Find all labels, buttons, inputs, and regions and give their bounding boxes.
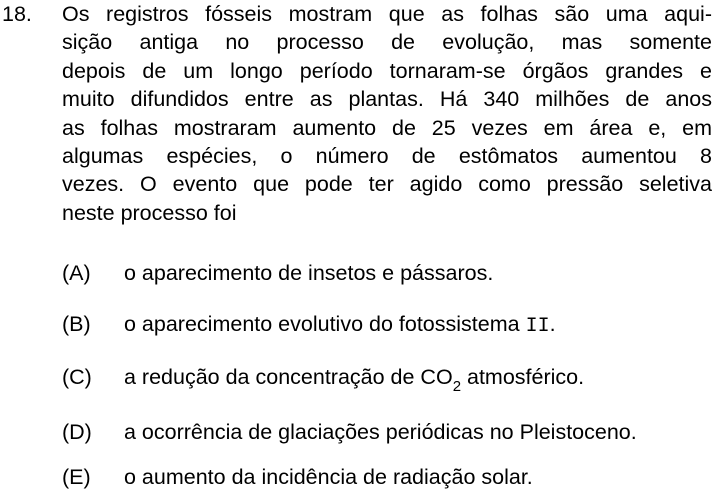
- option-d[interactable]: [0, 417, 715, 447]
- question-stem: [62, 0, 712, 227]
- stem-line: sição antiga no processo de evolução, mas somente: [62, 30, 712, 55]
- option-letter: (E): [62, 465, 91, 489]
- stem-line: muito difundidos entre as plantas. Há 340 milhões de anos: [62, 87, 712, 112]
- stem-line: Os registros fósseis mostram que as folhas são uma aqui-: [62, 2, 712, 26]
- option-b[interactable]: [0, 309, 715, 339]
- photosystem-roman-numeral: II: [525, 315, 550, 338]
- stem-line: neste processo foi: [62, 200, 237, 225]
- option-c[interactable]: [0, 362, 715, 395]
- stem-line: algumas espécies, o número de estômatos aumentou 8: [62, 143, 712, 168]
- co2-subscript: 2: [452, 378, 462, 395]
- option-text-before: a redução da concentração de CO: [124, 365, 453, 389]
- option-text-after: atmosférico.: [461, 365, 585, 389]
- option-letter: (A): [62, 261, 91, 285]
- option-text: o aparecimento de insetos e pássaros.: [124, 261, 494, 285]
- option-e[interactable]: [0, 462, 715, 492]
- option-text-after: .: [549, 312, 556, 336]
- option-letter: (C): [62, 365, 92, 389]
- option-letter: (D): [62, 420, 92, 444]
- option-a[interactable]: [0, 258, 715, 288]
- stem-line: depois de um longo período tornaram-se órgãos grandes e: [62, 58, 712, 83]
- option-letter: (B): [62, 312, 91, 336]
- stem-line: as folhas mostraram aumento de 25 vezes em área e, em: [62, 115, 712, 140]
- question-number: 18.: [2, 2, 32, 26]
- stem-line: vezes. O evento que pode ter agido como pressão seletiva: [62, 172, 712, 197]
- option-text-before: o aparecimento evolutivo do fotossistema: [124, 312, 526, 336]
- option-text: a ocorrência de glaciações periódicas no Pleistoceno.: [124, 420, 637, 444]
- option-text: [124, 309, 556, 342]
- option-text: o aumento da incidência de radiação solar.: [124, 465, 533, 489]
- option-text: [124, 362, 584, 395]
